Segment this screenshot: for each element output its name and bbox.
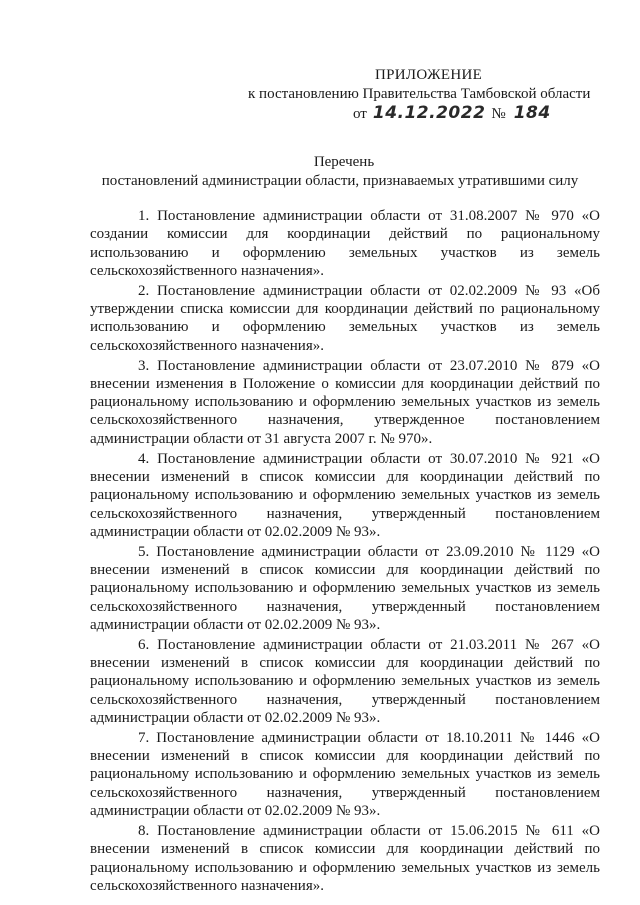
list-item: 8. Постановление администрации области от 15.06.2015 № 611 «О внесении изменений в список комиссии для координации действий по рациональному использованию и оформлению земельных участков из земель сельскохозяйственного назначения». bbox=[90, 822, 600, 894]
appendix-header bbox=[248, 66, 608, 124]
list-item: 5. Постановление администрации области от 23.09.2010 № 1129 «О внесении изменений в список комиссии для координации действий по рациональному использованию и оформлению земельных участков из земель сельскохозяйственного назначения, утвержденный постановлением администрации области от 02.02.2009 № 93». bbox=[90, 543, 600, 633]
list-item: 3. Постановление администрации области от 23.07.2010 № 879 «О внесении изменения в Положение о комиссии для координации действий по рациональному использованию и оформлению земельных участков из земель сельскохозяйственного назначения, утвержденное постановлением администрации области от 31 августа 2007 г. № 970». bbox=[90, 357, 600, 447]
heading-title: Перечень bbox=[313, 154, 375, 170]
appendix-subtitle: к постановлению Правительства Тамбовской области bbox=[248, 86, 591, 102]
appendix-title: ПРИЛОЖЕНИЕ bbox=[375, 67, 483, 83]
list-item: 7. Постановление администрации области от 18.10.2011 № 1446 «О внесении изменений в список комиссии для координации действий по рациональному использованию и оформлению земельных участков из земель сельскохозяйственного назначения, утвержденный постановлением администрации области от 02.02.2009 № 93». bbox=[90, 729, 600, 820]
number-sign: № bbox=[491, 106, 506, 122]
list-item: 1. Постановление администрации области от 31.08.2007 № 970 «О создании комиссии для координации действий по рациональному использованию и оформлению земельных участков из земель сельскохозяйственного назначения». bbox=[90, 208, 600, 279]
list-item: 2. Постановление администрации области от 02.02.2009 № 93 «Об утверждении списка комиссии для координации действий по рациональному использованию и оформлению земельных участков из земель сельскохозяйственного назначения». bbox=[90, 282, 600, 354]
list-heading bbox=[90, 153, 590, 191]
handwritten-date: 14.12.2022 bbox=[372, 103, 486, 123]
date-prefix: от bbox=[353, 106, 367, 122]
heading-subtitle: постановлений администрации области, признаваемых утратившими силу bbox=[101, 173, 579, 189]
list-item: 4. Постановление администрации области от 30.07.2010 № 921 «О внесении изменений в список комиссии для координации действий по рациональному использованию и оформлению земельных участков из земель сельскохозяйственного назначения, утвержденный постановлением администрации области от 02.02.2009 № 93». bbox=[90, 450, 600, 540]
resolutions-list bbox=[90, 207, 600, 897]
appendix-date-line bbox=[248, 104, 608, 124]
handwritten-number: 184 bbox=[513, 103, 551, 123]
list-item: 6. Постановление администрации области от 21.03.2011 № 267 «О внесении изменений в список комиссии для координации действий по рациональному использованию и оформлению земельных участков из земель сельскохозяйственного назначения, утвержденный постановлением администрации области от 02.02.2009 № 93». bbox=[90, 636, 600, 726]
